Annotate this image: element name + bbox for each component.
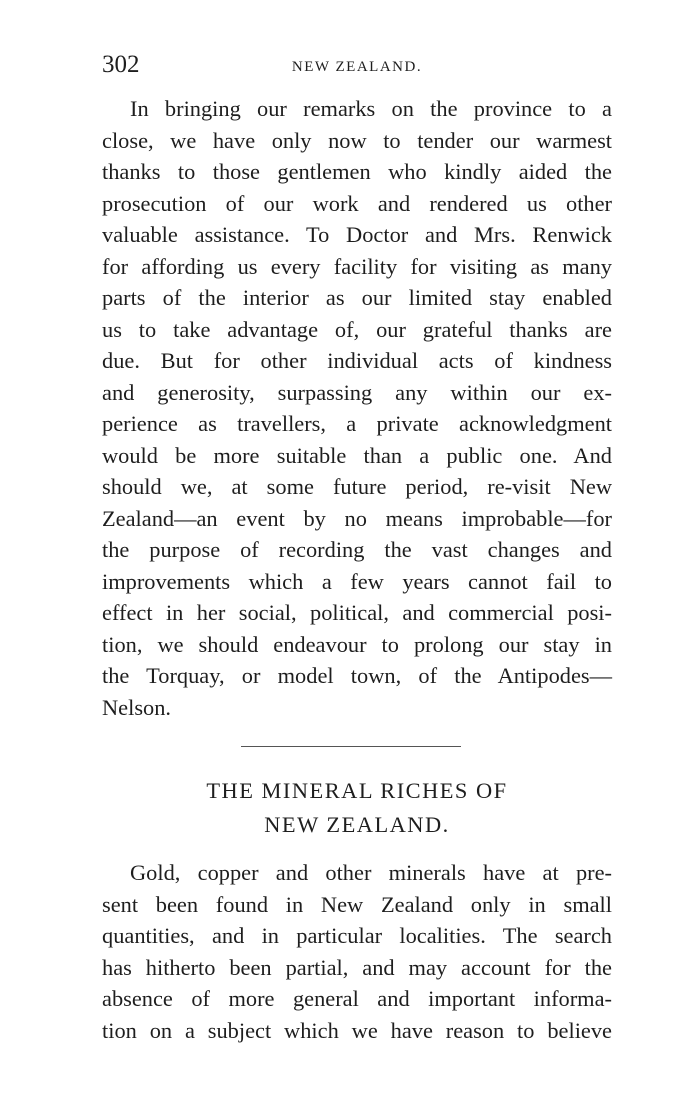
text-line: would be more suitable than a public one. And: [102, 442, 612, 468]
text-line: prosecution of our work and rendered us other: [102, 190, 612, 216]
text-line: Nelson.: [102, 694, 172, 720]
text-line: has hitherto been partial, and may account for the: [102, 954, 612, 980]
section-title-line: THE MINERAL RICHES OF: [206, 778, 508, 803]
text-line: sent been found in New Zealand only in small: [102, 891, 612, 917]
text-line: perience as travellers, a private acknowledgment: [102, 411, 612, 436]
text-line: thanks to those gentlemen who kindly aided the: [102, 159, 612, 184]
text-line: for affording us every facility for visiting as many: [102, 253, 612, 279]
text-line: us to take advantage of, our grateful thanks are: [102, 316, 612, 342]
text-line: absence of more general and important informa-: [102, 986, 612, 1011]
text-line: the purpose of recording the vast changes and: [102, 537, 612, 562]
text-line: parts of the interior as our limited stay enabled: [102, 285, 612, 310]
text-line: effect in her social, political, and commercial posi-: [102, 600, 612, 625]
text-line: tion, we should endeavour to prolong our stay in: [102, 631, 612, 657]
running-head: NEW ZEALAND.: [291, 59, 423, 75]
text-line: the Torquay, or model town, of the Antipodes—: [102, 663, 612, 688]
text-line: should we, at some future period, re-visit New: [102, 474, 612, 499]
section-title-line: NEW ZEALAND.: [264, 812, 450, 837]
paragraph-mineral-riches: [102, 857, 612, 1046]
text-line: In bringing our remarks on the province to a: [130, 96, 612, 121]
text-line: valuable assistance. To Doctor and Mrs. Renwick: [102, 222, 612, 247]
paragraph-province-closing: [102, 93, 612, 723]
text-line: Zealand—an event by no means improbable—for: [102, 505, 612, 531]
text-line: close, we have only now to tender our warmest: [102, 127, 612, 153]
text-line: Gold, copper and other minerals have at pre-: [130, 860, 612, 885]
text-line: improvements which a few years cannot fail to: [102, 568, 612, 594]
text-line: and generosity, surpassing any within our ex-: [102, 379, 612, 405]
text-line: due. But for other individual acts of kindness: [102, 348, 612, 373]
text-line: quantities, and in particular localities. The search: [102, 923, 612, 948]
text-line: tion on a subject which we have reason to believe: [102, 1017, 612, 1043]
section-divider: [241, 746, 461, 747]
section-title: [102, 774, 612, 842]
page-number: 302: [102, 51, 140, 78]
page-header: [102, 48, 612, 82]
